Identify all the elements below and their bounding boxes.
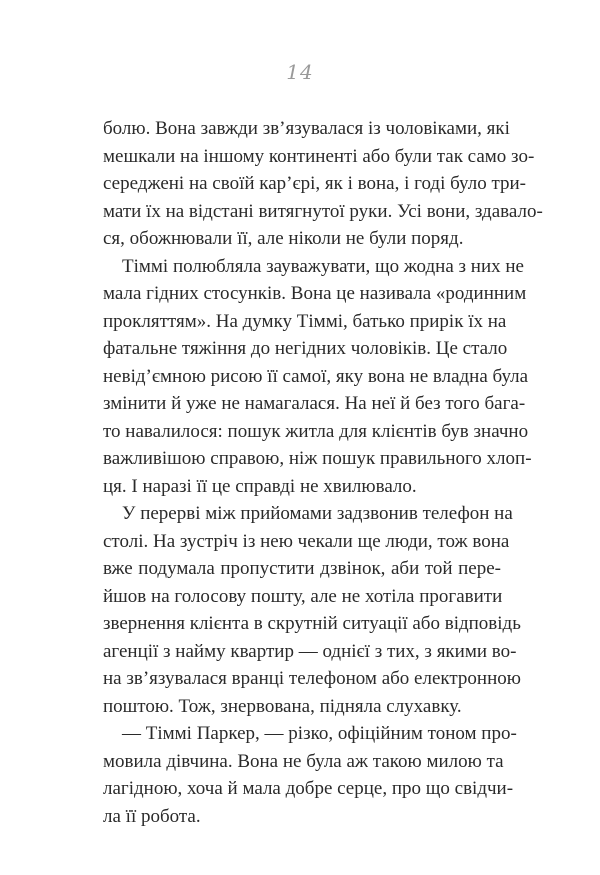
paragraph [103, 500, 521, 720]
paragraph [103, 720, 517, 830]
paragraph [103, 253, 532, 501]
text-line: ся, обожнювали її, але ніколи не були поряд. [103, 228, 464, 249]
page-number: 14 [286, 60, 314, 84]
text-line: прокляттям». На думку Тіммі, батько прирік їх на [103, 310, 507, 332]
text-line: невід’ємною рисою її самої, яку вона не владна була [103, 365, 529, 387]
text-line: фатальне тяжіння до негідних чоловіків. Це стало [103, 338, 508, 359]
text-line: — Тіммі Паркер, — різко, офіційним тоном про- [122, 723, 517, 744]
text-line: лагідною, хоча й мала добре серце, про що свідчи- [103, 778, 514, 799]
text-line: йшов на голосову пошту, але не хотіла прогавити [103, 585, 503, 607]
text-line: мала гідних стосунків. Вона це називала «родинним [103, 283, 527, 304]
text-line: змінити й уже не намагалася. На неї й без того бага- [103, 393, 526, 414]
text-line: У перерві між прийомами задзвонив телефон на [122, 503, 513, 524]
text-line: поштою. Тож, знервована, підняла слухавку. [103, 695, 462, 717]
text-line: то навалилося: пошук житла для клієнтів був значно [103, 420, 529, 442]
text-line: болю. Вона завжди зв’язувалася із чоловіками, які [103, 118, 510, 139]
text-line: агенції з найму квартир — однієї з тих, з якими во- [103, 640, 517, 662]
text-line: ця. І наразі її це справді не хвилювало. [103, 475, 417, 497]
text-line: середжені на своїй кар’єрі, як і вона, і годі було три- [103, 173, 526, 194]
text-line: мовила дівчина. Вона не була аж такою милою та [103, 750, 504, 772]
text-line: мати їх на відстані витягнутої руки. Усі вони, здавало- [103, 200, 543, 222]
text-line: ла її робота. [103, 805, 201, 827]
text-line: Тіммі полюбляла зауважувати, що жодна з них не [122, 255, 524, 277]
text-line: важливішою справою, ніж пошук правильного хлоп- [103, 448, 532, 469]
body-text [103, 115, 543, 830]
text-line: столі. На зустріч із нею чекали ще люди, тож вона [103, 530, 510, 552]
text-line: звернення клієнта в скрутній ситуації або відповідь [103, 613, 521, 634]
text-line: на зв’язувалася вранці телефоном або електронною [103, 668, 521, 689]
paragraph [103, 115, 543, 253]
text-line: вже подумала пропустити дзвінок, аби той пере- [103, 558, 501, 579]
text-line: мешкали на іншому континенті або були так само зо- [103, 145, 535, 167]
